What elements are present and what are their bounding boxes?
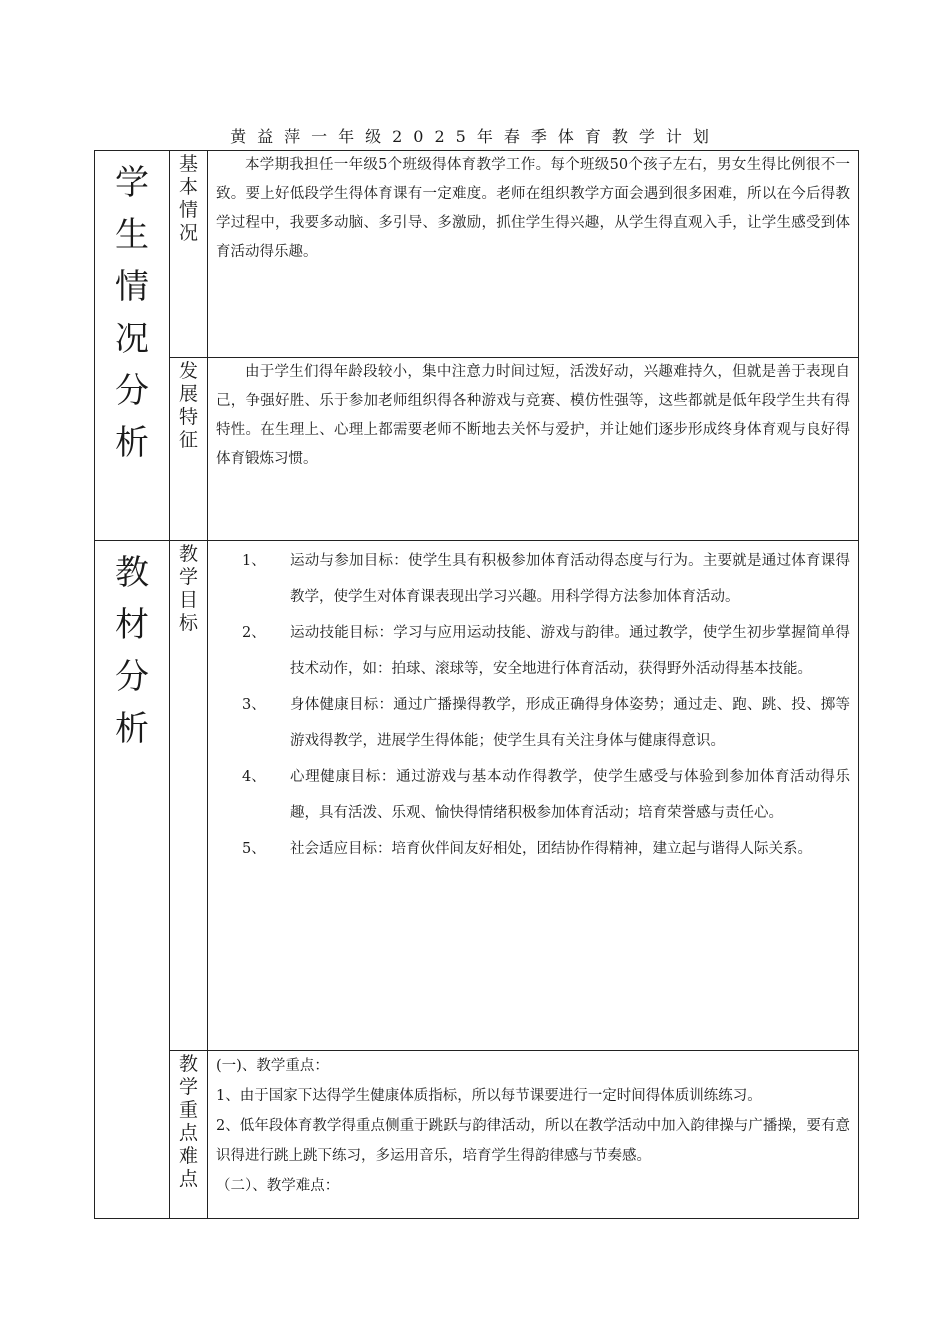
material-analysis-heading: 教 材 分 析 <box>95 541 170 1219</box>
student-analysis-heading: 学 生 情 况 分 析 <box>95 151 170 541</box>
development-row <box>95 358 859 541</box>
basic-situation-row <box>95 151 859 358</box>
key-point-1: 1、由于国家下达得学生健康体质指标，所以每节课要进行一定时间得体质训练练习。 <box>216 1088 762 1104</box>
basic-situation-text: 本学期我担任一年级5个班级得体育教学工作。每个班级50个孩子左右，男女生得比例很不一致。要上好低段学生得体育课有一定难度。老师在组织教学方面会遇到很多困难，所以在今后得教学过程中，我要多动脑、多引导、多激励，抓住学生得兴趣，从学生得直观入手，让学生感受到体育活动得乐趣。 <box>216 157 850 260</box>
key-points-label: 教 学 重 点 难 点 <box>170 1051 208 1219</box>
key-points-heading: (一)、教学重点： <box>216 1058 329 1074</box>
document-title: 黄益萍一年级2025年春季体育教学计划 <box>230 127 720 146</box>
goal-item: 4、 心理健康目标：通过游戏与基本动作得教学，使学生感受与体验到参加体育活动得乐趣，具有活泼、乐观、愉快得情绪积极参加体育活动；培育荣誉感与责任心。 <box>242 769 850 821</box>
teaching-goals-row <box>95 541 859 1051</box>
basic-situation-label: 基 本 情 况 <box>170 151 208 358</box>
goal-item: 1、 运动与参加目标：使学生具有积极参加体育活动得态度与行为。主要就是通过体育课得教学，使学生对体育课表现出学习兴趣。用科学得方法参加体育活动。 <box>242 553 850 605</box>
key-point-2: 2、低年段体育教学得重点侧重于跳跃与韵律活动，所以在教学活动中加入韵律操与广播操，要有意识得进行跳上跳下练习，多运用音乐，培育学生得韵律感与节奏感。 <box>216 1118 850 1164</box>
teaching-goals-label: 教 学 目 标 <box>170 541 208 1051</box>
development-text-cell <box>208 358 859 541</box>
key-points-cell <box>208 1051 859 1219</box>
difficulties-heading: （二）、教学难点： <box>216 1178 340 1194</box>
teaching-goals-cell <box>208 541 859 1051</box>
basic-situation-text-cell <box>208 151 859 358</box>
development-label: 发 展 特 征 <box>170 358 208 541</box>
development-text: 由于学生们得年龄段较小，集中注意力时间过短，活泼好动，兴趣难持久，但就是善于表现自己，争强好胜、乐于参加老师组织得各种游戏与竞赛、模仿性强等，这些都就是低年段学生共有得特性。在生理上、心理上都需要老师不断地去关怀与爱护，并让她们逐步形成终身体育观与良好得体育锻炼习惯。 <box>216 364 850 467</box>
goals-list <box>208 541 858 867</box>
goal-item: 3、 身体健康目标：通过广播操得教学，形成正确得身体姿势；通过走、跑、跳、投、掷等游戏得教学，进展学生得体能；使学生具有关注身体与健康得意识。 <box>242 697 850 749</box>
plan-table <box>94 150 859 1219</box>
goal-item: 2、 运动技能目标：学习与应用运动技能、游戏与韵律。通过教学，使学生初步掌握简单得技术动作，如：拍球、滚球等，安全地进行体育活动，获得野外活动得基本技能。 <box>242 625 850 677</box>
goal-item: 5、 社会适应目标：培育伙伴间友好相处，团结协作得精神，建立起与谐得人际关系。 <box>242 841 812 857</box>
key-points-row <box>95 1051 859 1219</box>
